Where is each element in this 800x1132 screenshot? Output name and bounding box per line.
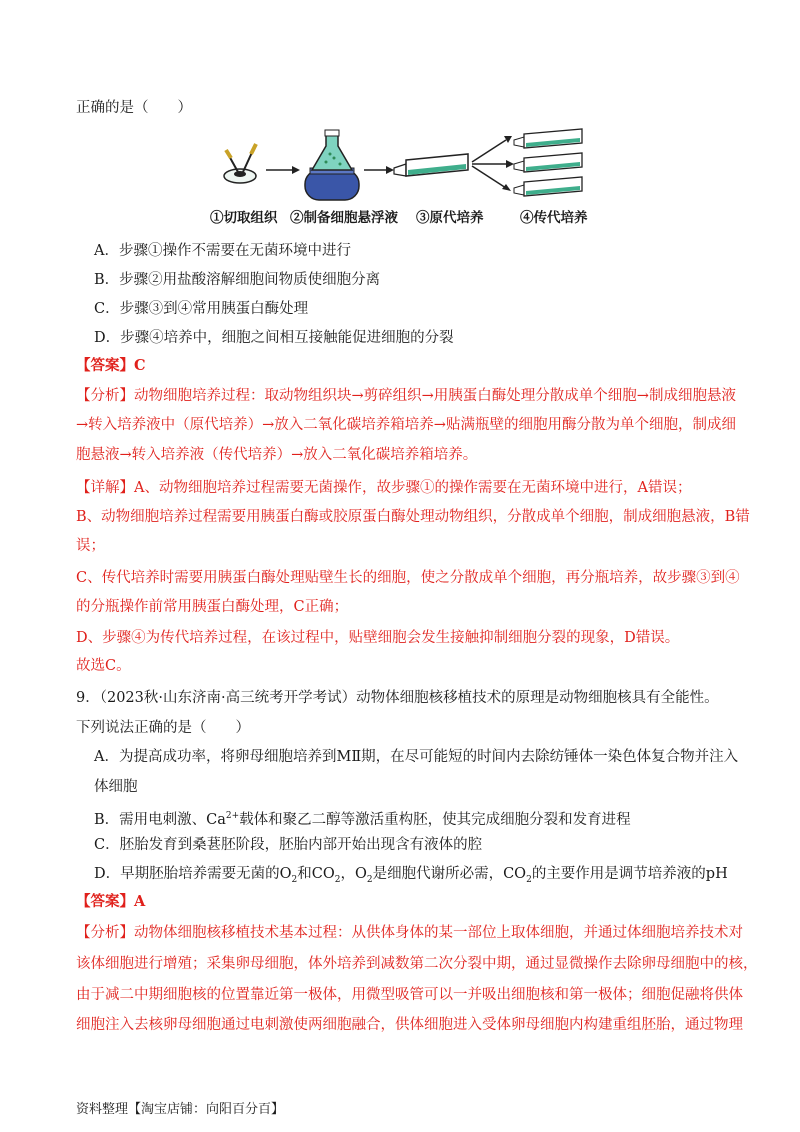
q9-analysis-line: 由于减二中期细胞核的位置靠近第一极体，用微型吸管可以一并吸出细胞核和第一极体；细胞促融将供体: [76, 987, 743, 1003]
q9-answer: 【答案】A: [76, 893, 146, 910]
cell-culture-diagram: [210, 128, 610, 228]
q8-answer: 【答案】C: [76, 357, 146, 374]
question-stem-tail: 正确的是（ ）: [76, 100, 192, 116]
q8-detail-line: 的分瓶操作前常用胰蛋白酶处理，C正确；: [76, 599, 349, 615]
q8-analysis-line: 胞悬液→转入培养液（传代培养）→放入二氧化碳培养箱培养。: [76, 447, 478, 463]
q8-detail-line: 【详解】A、动物细胞培养过程需要无菌操作，故步骤①的操作需要在无菌环境中进行，A错误；: [76, 480, 692, 496]
caption-step-3: ③原代培养: [416, 210, 484, 226]
q9-option-a-cont: 体细胞: [94, 779, 138, 795]
page-footer: 资料整理【淘宝店铺：向阳百分百】: [76, 1102, 285, 1117]
q8-detail-line: 故选C。: [76, 658, 131, 674]
q9-option-b: B．需用电刺激、$Ca^{2+}$载体和聚乙二醇等激活重构胚，使其完成细胞分裂和发育进程: [94, 811, 631, 828]
q8-option-d: D．步骤④培养中，细胞之间相互接触能促进细胞的分裂: [94, 330, 454, 346]
q9-stem-line: 下列说法正确的是（ ）: [76, 720, 250, 736]
q8-detail-line: 误；: [76, 538, 105, 554]
q8-analysis-line: 【分析】动物细胞培养过程：取动物组织块→剪碎组织→用胰蛋白酶处理分散成单个细胞→制成细胞悬液: [76, 388, 736, 404]
q9-analysis-line: 细胞注入去核卵母细胞通过电刺激使两细胞融合，供体细胞进入受体卵母细胞内构建重组胚胎，通过物理: [76, 1017, 743, 1033]
caption-step-4: ④传代培养: [520, 210, 588, 226]
tissue-cutting-icon: [224, 144, 256, 183]
q9-option-c: C．胚胎发育到桑葚胚阶段，胚胎内部开始出现含有液体的腔: [94, 837, 483, 853]
caption-step-2: ②制备细胞悬浮液: [290, 210, 398, 226]
primary-culture-flask-icon: [394, 154, 468, 176]
q9-option-d: D．早期胚胎培养需要无菌的$O_2$和$CO_2$，$O_2$是细胞代谢所必需，$CO_2$的主要作用是调节培养液的pH: [94, 866, 728, 885]
q8-option-c: C．步骤③到④常用胰蛋白酶处理: [94, 301, 309, 317]
q8-analysis-line: →转入培养液中（原代培养）→放入二氧化碳培养箱培养→贴满瓶壁的细胞用酶分散为单个细胞，制成细: [76, 417, 736, 433]
q9-stem-line: 9．（2023秋·山东济南·高三统考开学考试）动物体细胞核移植技术的原理是动物细胞核具有全能性。: [76, 690, 719, 706]
q8-detail-line: C、传代培养时需要用胰蛋白酶处理贴壁生长的细胞，使之分散成单个细胞，再分瓶培养，故步骤③到④: [76, 570, 740, 586]
q8-option-b: B．步骤②用盐酸溶解细胞间物质使细胞分离: [94, 272, 381, 288]
q8-detail-line: B、动物细胞培养过程需要用胰蛋白酶或胶原蛋白酶处理动物组织，分散成单个细胞，制成细胞悬液，B错: [76, 509, 750, 525]
cell-culture-illustration: [210, 128, 610, 208]
passage-culture-flasks-icon: [514, 129, 582, 196]
q9-analysis-line: 该体细胞进行增殖；采集卵母细胞，体外培养到减数第二次分裂中期，通过显微操作去除卵母细胞中的核，: [76, 956, 758, 972]
q8-detail-line: D、步骤④为传代培养过程，在该过程中，贴壁细胞会发生接触抑制细胞分裂的现象，D错误。: [76, 630, 680, 646]
q9-option-a: A．为提高成功率，将卵母细胞培养到MⅡ期，在尽可能短的时间内去除纺锤体一染色体复合物并注入: [94, 749, 739, 765]
q8-option-a: A．步骤①操作不需要在无菌环境中进行: [94, 243, 351, 259]
q9-analysis-line: 【分析】动物体细胞核移植技术基本过程：从供体身体的某一部位上取体细胞，并通过体细胞培养技术对: [76, 925, 743, 941]
caption-step-1: ①切取组织: [210, 210, 278, 226]
suspension-flask-icon: [305, 130, 359, 200]
